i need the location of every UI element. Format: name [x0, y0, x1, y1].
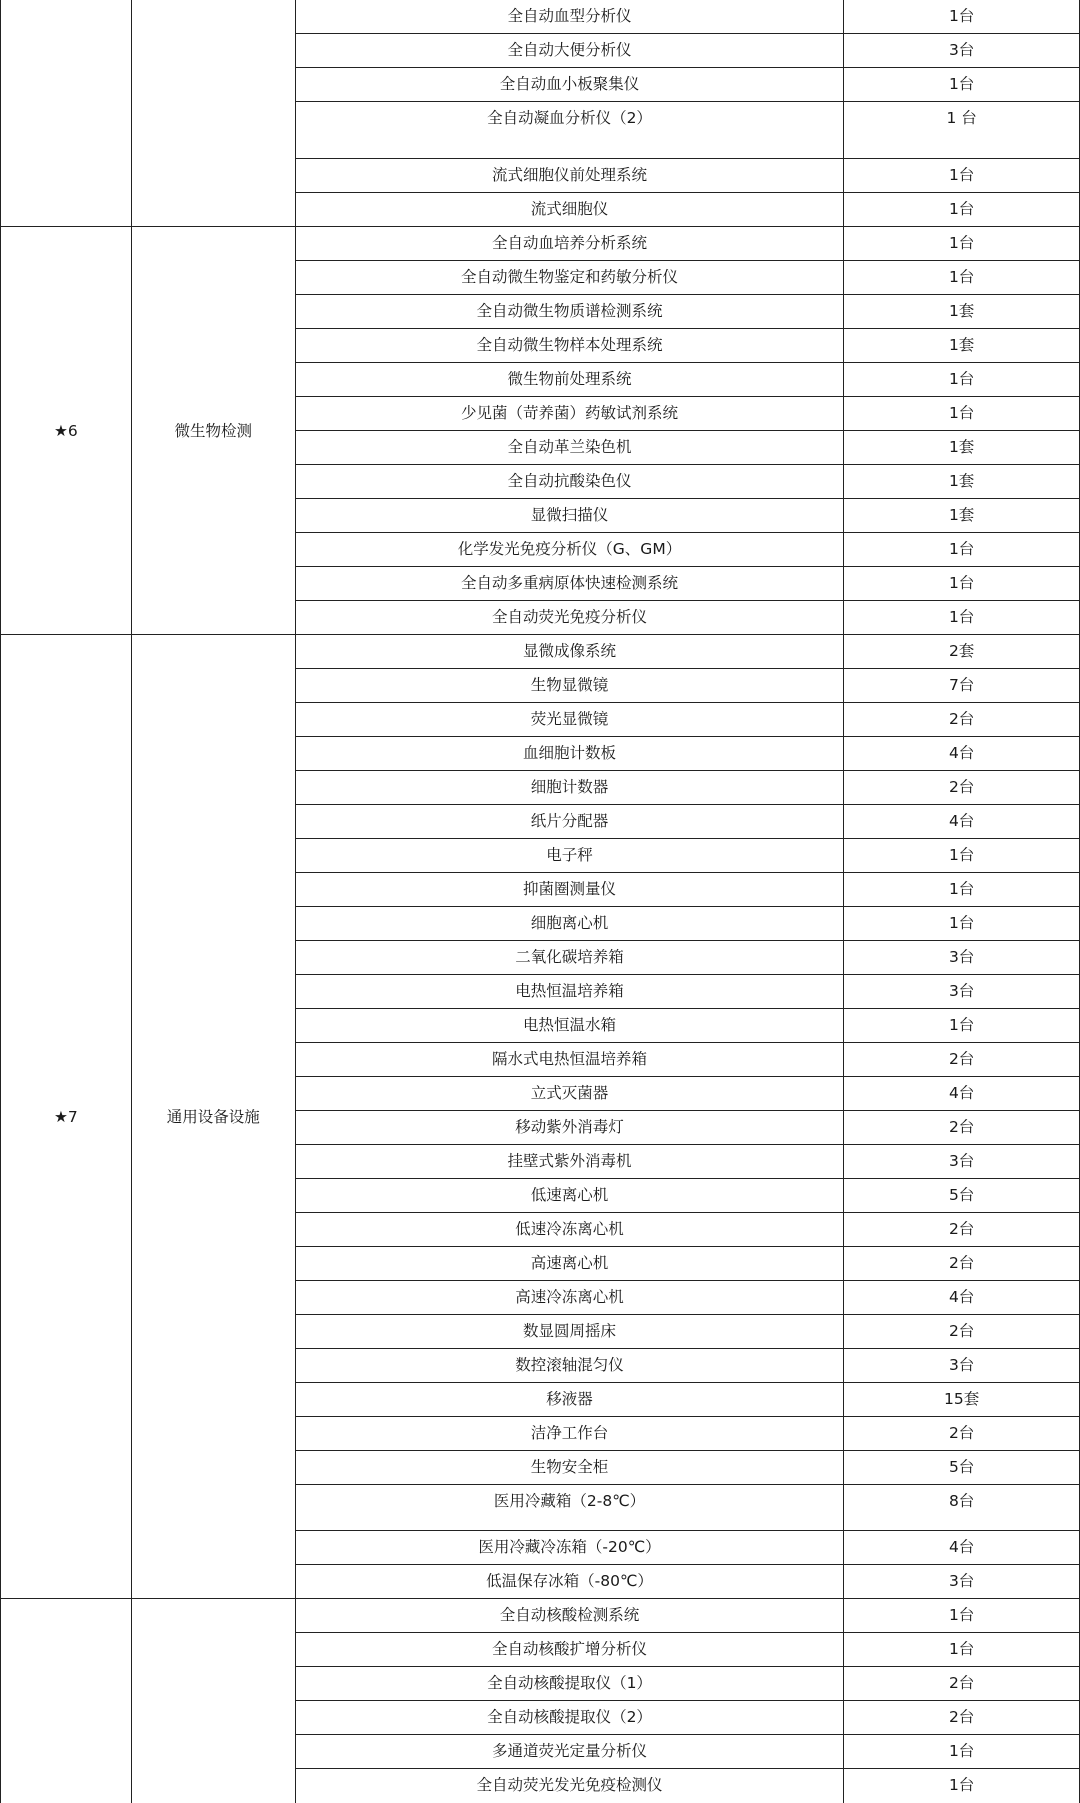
equipment-name: 数控滚轴混匀仪: [295, 1349, 844, 1383]
group-category-cell: [131, 0, 295, 227]
equipment-quantity: 1套: [844, 499, 1080, 533]
equipment-name: 电热恒温培养箱: [295, 975, 844, 1009]
equipment-quantity: 1套: [844, 329, 1080, 363]
equipment-name: 荧光显微镜: [295, 703, 844, 737]
equipment-quantity: 3台: [844, 1145, 1080, 1179]
equipment-quantity: 1台: [844, 0, 1080, 34]
equipment-name: 高速冷冻离心机: [295, 1281, 844, 1315]
equipment-quantity: 2台: [844, 703, 1080, 737]
equipment-name: 全自动凝血分析仪（2）: [295, 102, 844, 159]
equipment-quantity: 15套: [844, 1383, 1080, 1417]
equipment-name: 血细胞计数板: [295, 737, 844, 771]
equipment-name: 挂壁式紫外消毒机: [295, 1145, 844, 1179]
equipment-name: 全自动核酸检测系统: [295, 1599, 844, 1633]
equipment-quantity: 4台: [844, 737, 1080, 771]
table-row: [1, 0, 1080, 34]
equipment-name: 全自动血小板聚集仪: [295, 68, 844, 102]
equipment-quantity: 4台: [844, 805, 1080, 839]
equipment-quantity: 1台: [844, 567, 1080, 601]
equipment-name: 移动紫外消毒灯: [295, 1111, 844, 1145]
equipment-quantity: 2台: [844, 1701, 1080, 1735]
equipment-quantity: 1台: [844, 873, 1080, 907]
equipment-quantity: 1套: [844, 295, 1080, 329]
equipment-quantity: 4台: [844, 1077, 1080, 1111]
equipment-quantity: 2台: [844, 1213, 1080, 1247]
table-row: [1, 635, 1080, 669]
equipment-quantity: 4台: [844, 1281, 1080, 1315]
equipment-name: 纸片分配器: [295, 805, 844, 839]
equipment-quantity: 1台: [844, 261, 1080, 295]
equipment-quantity: 2台: [844, 1315, 1080, 1349]
equipment-name: 全自动荧光免疫分析仪: [295, 601, 844, 635]
equipment-name: 医用冷藏冷冻箱（-20℃）: [295, 1531, 844, 1565]
equipment-name: 细胞离心机: [295, 907, 844, 941]
equipment-name: 显微扫描仪: [295, 499, 844, 533]
equipment-name: 洁净工作台: [295, 1417, 844, 1451]
equipment-name: 全自动革兰染色机: [295, 431, 844, 465]
equipment-name: 高速离心机: [295, 1247, 844, 1281]
equipment-name: 立式灭菌器: [295, 1077, 844, 1111]
equipment-quantity: 1 台: [844, 102, 1080, 159]
equipment-name: 多通道荧光定量分析仪: [295, 1735, 844, 1769]
equipment-name: 细胞计数器: [295, 771, 844, 805]
equipment-name: 移液器: [295, 1383, 844, 1417]
equipment-name: 低速离心机: [295, 1179, 844, 1213]
equipment-name: 全自动微生物鉴定和药敏分析仪: [295, 261, 844, 295]
equipment-quantity: 1台: [844, 1633, 1080, 1667]
equipment-name: 低温保存冰箱（-80℃）: [295, 1565, 844, 1599]
group-category-cell: [131, 1599, 295, 1803]
equipment-quantity: 1套: [844, 431, 1080, 465]
equipment-name: 全自动核酸提取仪（2）: [295, 1701, 844, 1735]
equipment-name: 全自动核酸扩增分析仪: [295, 1633, 844, 1667]
equipment-name: 全自动血培养分析系统: [295, 227, 844, 261]
equipment-quantity: 2台: [844, 1111, 1080, 1145]
equipment-quantity: 2台: [844, 1417, 1080, 1451]
equipment-quantity: 2台: [844, 1247, 1080, 1281]
equipment-name: 全自动血型分析仪: [295, 0, 844, 34]
equipment-quantity: 1台: [844, 68, 1080, 102]
equipment-quantity: 1台: [844, 227, 1080, 261]
equipment-quantity: 5台: [844, 1451, 1080, 1485]
equipment-quantity: 1台: [844, 1009, 1080, 1043]
equipment-name: 全自动多重病原体快速检测系统: [295, 567, 844, 601]
equipment-quantity: 7台: [844, 669, 1080, 703]
equipment-name: 生物安全柜: [295, 1451, 844, 1485]
equipment-name: 电热恒温水箱: [295, 1009, 844, 1043]
equipment-quantity: 1台: [844, 363, 1080, 397]
equipment-quantity: 3台: [844, 34, 1080, 68]
equipment-quantity: 2台: [844, 771, 1080, 805]
equipment-name: 二氧化碳培养箱: [295, 941, 844, 975]
equipment-name: 低速冷冻离心机: [295, 1213, 844, 1247]
equipment-quantity: 1台: [844, 397, 1080, 431]
equipment-quantity: 3台: [844, 1349, 1080, 1383]
equipment-quantity: 5台: [844, 1179, 1080, 1213]
equipment-name: 数显圆周摇床: [295, 1315, 844, 1349]
equipment-name: 电子秤: [295, 839, 844, 873]
equipment-name: 全自动核酸提取仪（1）: [295, 1667, 844, 1701]
equipment-quantity: 1台: [844, 1769, 1080, 1803]
equipment-table-body: [1, 0, 1080, 1803]
equipment-quantity: 1套: [844, 465, 1080, 499]
group-category-cell: 微生物检测: [131, 227, 295, 635]
equipment-quantity: 2台: [844, 1043, 1080, 1077]
equipment-quantity: 1台: [844, 601, 1080, 635]
group-number-cell: ★6: [1, 227, 132, 635]
equipment-name: 全自动微生物样本处理系统: [295, 329, 844, 363]
equipment-quantity: 3台: [844, 941, 1080, 975]
equipment-quantity: 1台: [844, 1599, 1080, 1633]
equipment-name: 抑菌圈测量仪: [295, 873, 844, 907]
group-number-cell: [1, 1599, 132, 1803]
equipment-name: 全自动抗酸染色仪: [295, 465, 844, 499]
equipment-name: 全自动大便分析仪: [295, 34, 844, 68]
equipment-name: 全自动荧光发光免疫检测仪: [295, 1769, 844, 1803]
equipment-name: 化学发光免疫分析仪（G、GM）: [295, 533, 844, 567]
equipment-name: 流式细胞仪前处理系统: [295, 159, 844, 193]
group-number-cell: ★7: [1, 635, 132, 1599]
equipment-name: 显微成像系统: [295, 635, 844, 669]
equipment-quantity: 2套: [844, 635, 1080, 669]
table-row: [1, 227, 1080, 261]
equipment-name: 微生物前处理系统: [295, 363, 844, 397]
equipment-name: 少见菌（苛养菌）药敏试剂系统: [295, 397, 844, 431]
equipment-quantity: 4台: [844, 1531, 1080, 1565]
equipment-name: 全自动微生物质谱检测系统: [295, 295, 844, 329]
equipment-quantity: 8台: [844, 1485, 1080, 1531]
group-number-cell: [1, 0, 132, 227]
equipment-quantity: 3台: [844, 1565, 1080, 1599]
equipment-quantity: 1台: [844, 907, 1080, 941]
equipment-name: 生物显微镜: [295, 669, 844, 703]
equipment-quantity: 1台: [844, 839, 1080, 873]
table-row: [1, 1599, 1080, 1633]
equipment-name: 隔水式电热恒温培养箱: [295, 1043, 844, 1077]
group-category-cell: 通用设备设施: [131, 635, 295, 1599]
equipment-quantity: 1台: [844, 533, 1080, 567]
equipment-quantity: 3台: [844, 975, 1080, 1009]
equipment-quantity: 1台: [844, 1735, 1080, 1769]
equipment-quantity: 1台: [844, 159, 1080, 193]
equipment-name: 流式细胞仪: [295, 193, 844, 227]
equipment-quantity: 1台: [844, 193, 1080, 227]
equipment-name: 医用冷藏箱（2-8℃）: [295, 1485, 844, 1531]
equipment-quantity: 2台: [844, 1667, 1080, 1701]
